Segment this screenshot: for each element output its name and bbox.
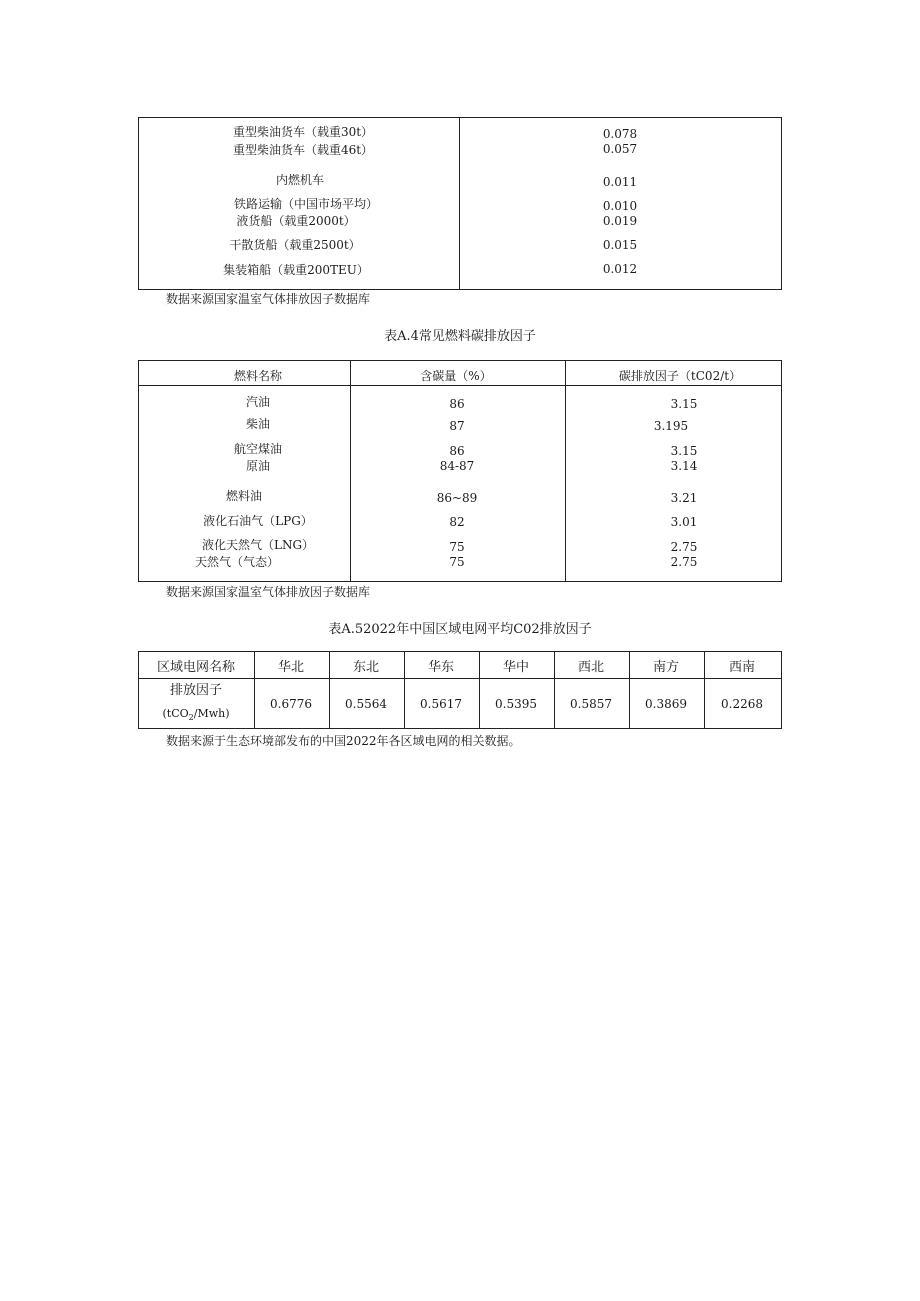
table-a5-source: 数据来源于生态环境部发布的中国2022年各区域电网的相关数据。 (166, 734, 521, 748)
table-a5-divider-3 (404, 651, 405, 729)
table-a3-name-2: 内燃机车 (275, 173, 325, 187)
table-a3-value-4: 0.019 (602, 214, 638, 228)
table-a3-value-3: 0.010 (602, 199, 638, 213)
table-a4-factor-3: 3.14 (670, 459, 698, 473)
table-a5-region-2: 华东 (427, 660, 455, 675)
table-a3-value-2: 0.011 (602, 175, 638, 189)
table-a4-factor-0: 3.15 (670, 397, 698, 411)
table-a5-row-label-line2: (tCO$_2$/Mwh) (162, 707, 230, 723)
table-a4-carbon-3: 84-87 (439, 459, 475, 473)
table-a3-name-4: 液货船（载重2000t） (236, 214, 356, 228)
table-a5-region-1: 东北 (352, 660, 380, 675)
table-a3-divider (459, 117, 460, 290)
table-a4-factor-1: 3.195 (653, 419, 689, 433)
table-a5-divider-5 (554, 651, 555, 729)
table-a4-fuel-4: 燃料油 (225, 489, 263, 503)
table-a3-name-1: 重型柴油货车（载重46t） (232, 143, 374, 157)
table-a3-name-6: 集装箱船（载重200TEU） (223, 263, 369, 277)
table-a5-region-4: 西北 (577, 660, 605, 675)
table-a4-carbon-4: 86~89 (436, 491, 478, 505)
table-a5-value-2: 0.5617 (420, 697, 462, 711)
table-a5-value-1: 0.5564 (345, 697, 387, 711)
table-a4-caption: 表A.4常见燃料碳排放因子 (384, 329, 536, 344)
table-a4-fuel-7: 天然气（气态） (194, 555, 280, 569)
table-a5-divider-4 (479, 651, 480, 729)
table-a5-divider-6 (629, 651, 630, 729)
table-a5-divider-7 (704, 651, 705, 729)
table-a4-fuel-3: 原油 (245, 459, 271, 473)
table-a5-row-label-line1: 排放因子 (169, 683, 223, 698)
table-a4-fuel-1: 柴油 (245, 417, 271, 431)
table-a3-name-5: 干散货船（载重2500t） (229, 238, 361, 252)
table-a5-divider-1 (254, 651, 255, 729)
table-a5-header-rule (138, 678, 782, 679)
table-a4-carbon-1: 87 (449, 419, 465, 433)
table-a3-name-0: 重型柴油货车（载重30t） (232, 125, 374, 139)
table-a5-region-5: 南方 (652, 660, 680, 675)
table-a4-header-fuel: 燃料名称 (233, 369, 283, 383)
table-a4-carbon-2: 86 (449, 444, 465, 458)
table-a4-carbon-7: 75 (449, 555, 465, 569)
table-a5-value-6: 0.2268 (721, 697, 763, 711)
table-a4-divider-1 (350, 360, 351, 582)
table-a3-value-6: 0.012 (602, 262, 638, 276)
table-a5-divider-2 (329, 651, 330, 729)
table-a3-source: 数据来源国家温室气体排放因子数据库 (166, 292, 371, 306)
table-a4-header-factor: 碳排放因子（tC02/t） (618, 369, 742, 383)
table-a5-value-0: 0.6776 (270, 697, 312, 711)
table-a4-fuel-0: 汽油 (245, 395, 271, 409)
table-a5-value-4: 0.5857 (570, 697, 612, 711)
table-a3-name-3: 铁路运输（中国市场平均） (233, 197, 379, 211)
table-a4-source: 数据来源国家温室气体排放因子数据库 (166, 585, 371, 599)
table-a4-divider-2 (565, 360, 566, 582)
table-a3-value-1: 0.057 (602, 142, 638, 156)
table-a4-factor-5: 3.01 (670, 515, 698, 529)
table-a3-value-5: 0.015 (602, 238, 638, 252)
table-a5-header-label: 区域电网名称 (156, 660, 236, 675)
table-a4-header-rule (138, 385, 782, 386)
table-a5-region-0: 华北 (277, 660, 305, 675)
table-a4-factor-2: 3.15 (670, 444, 698, 458)
table-a4-fuel-2: 航空煤油 (233, 442, 283, 456)
table-a5-region-6: 西南 (728, 660, 756, 675)
table-a4-header-carbon: 含碳量（%） (420, 369, 492, 383)
table-a4-carbon-0: 86 (449, 397, 465, 411)
table-a4-factor-4: 3.21 (670, 491, 698, 505)
table-a4-carbon-6: 75 (449, 540, 465, 554)
table-a4-factor-7: 2.75 (670, 555, 698, 569)
table-a4-fuel-6: 液化天然气（LNG） (201, 538, 315, 552)
table-a4-carbon-5: 82 (449, 515, 465, 529)
table-a4-factor-6: 2.75 (670, 540, 698, 554)
table-a5-value-5: 0.3869 (645, 697, 687, 711)
table-a5-region-3: 华中 (502, 660, 530, 675)
table-a3-value-0: 0.078 (602, 127, 638, 141)
table-a4-fuel-5: 液化石油气（LPG） (203, 514, 313, 528)
table-a5-caption: 表A.52022年中国区域电网平均C02排放因子 (328, 622, 592, 637)
table-a5-value-3: 0.5395 (495, 697, 537, 711)
